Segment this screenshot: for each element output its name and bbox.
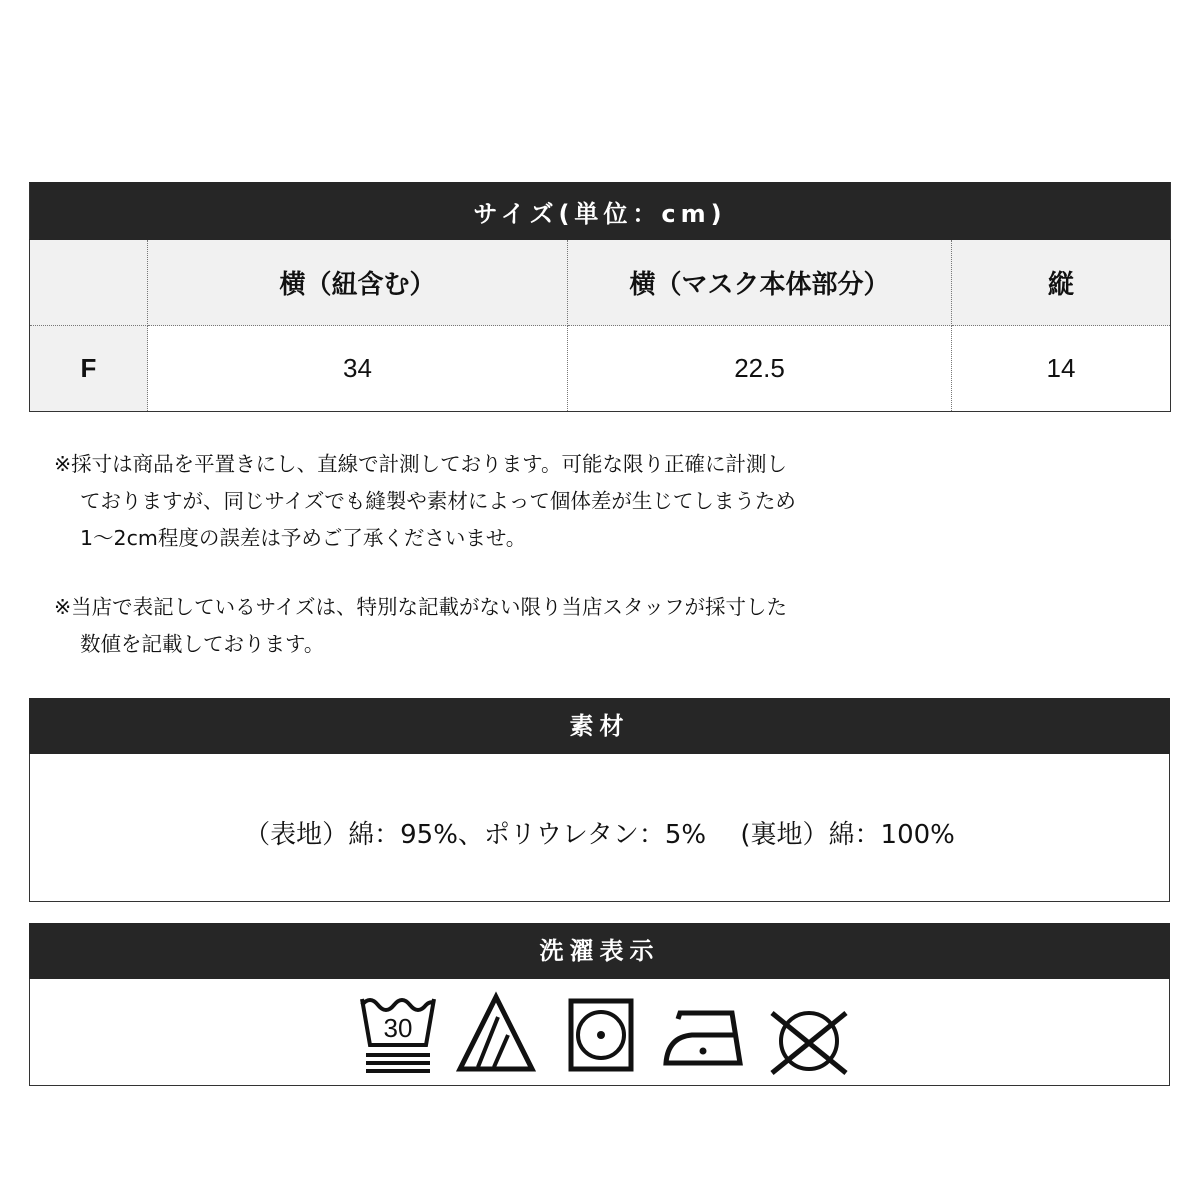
care-title: 洗濯表示 (29, 923, 1170, 979)
header-width-mask-body: 横（マスク本体部分） (568, 240, 952, 326)
row-label-size: F (30, 326, 148, 412)
header-corner (30, 240, 148, 326)
no-dry-clean-icon (768, 989, 850, 1075)
iron-low-icon (662, 989, 746, 1075)
note-line: ※当店で表記しているサイズは、特別な記載がない限り当店スタッフが採寸した (54, 595, 788, 619)
material-title: 素材 (29, 698, 1170, 754)
value-width-mask-body: 22.5 (568, 326, 952, 412)
value-height: 14 (952, 326, 1171, 412)
note-line: 1〜2cm程度の誤差は予めご了承くださいませ。 (80, 526, 527, 550)
size-table (29, 182, 1171, 412)
tumble-dry-low-icon (566, 989, 636, 1075)
wash-temperature: 30 (383, 1013, 413, 1043)
header-width-with-strings: 横（紐含む） (148, 240, 568, 326)
store-size-note (54, 589, 1154, 663)
note-line: ておりますが、同じサイズでも縫製や素材によって個体差が生じてしまうため (80, 489, 796, 513)
value-width-with-strings: 34 (148, 326, 568, 412)
size-table-title: サイズ(単位：cm) (30, 183, 1171, 240)
wash-30-gentle-icon (358, 989, 438, 1075)
material-composition: （表地）綿：95%、ポリウレタン：5% (裏地）綿：100% (244, 820, 955, 850)
header-height: 縦 (952, 240, 1171, 326)
bleach-non-chlorine-icon (456, 989, 536, 1075)
note-line: 数値を記載しております。 (80, 632, 325, 656)
care-box (29, 979, 1170, 1086)
note-line: ※採寸は商品を平置きにし、直線で計測しております。可能な限り正確に計測し (54, 452, 788, 476)
care-icons (30, 989, 1169, 1079)
material-box (29, 754, 1170, 902)
measurement-note (54, 446, 1154, 557)
